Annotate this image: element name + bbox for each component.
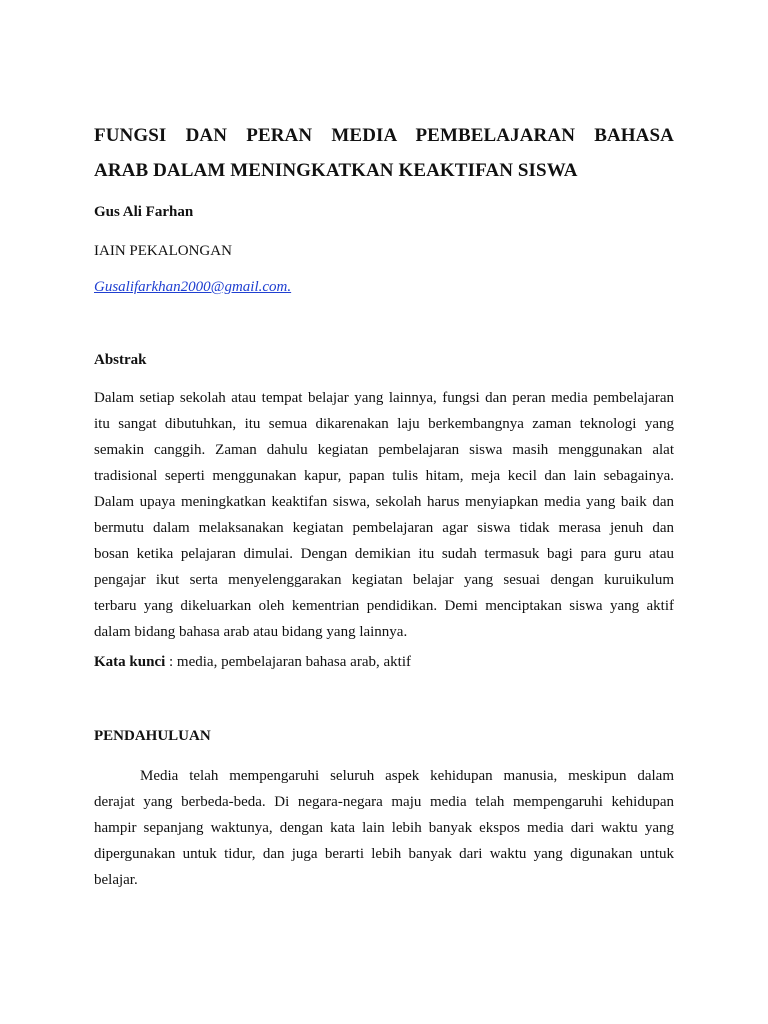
introduction-line: hampir sepanjang waktunya, dengan kata lain lebih banyak ekspos media dari waktu yang bbox=[94, 820, 674, 836]
introduction-line: Media telah mempengaruhi seluruh aspek kehidupan manusia, meskipun dalam bbox=[140, 768, 674, 784]
abstract-line: tradisional seperti menggunakan kapur, papan tulis hitam, meja kecil dan lain sebagainya. bbox=[94, 468, 674, 484]
document-title bbox=[94, 118, 674, 188]
abstract-line: itu sangat dibutuhkan, itu semua dikarenakan laju berkembangnya zaman teknologi yang bbox=[94, 416, 674, 432]
abstract-heading: Abstrak bbox=[94, 352, 147, 368]
introduction-line: dipergunakan untuk tidur, dan juga berarti lebih banyak dari waktu yang digunakan untuk bbox=[94, 846, 674, 862]
author-name: Gus Ali Farhan bbox=[94, 204, 194, 220]
author-email-link[interactable]: Gusalifarkhan2000@gmail.com. bbox=[94, 279, 292, 295]
abstract-line: Dalam upaya meningkatkan keaktifan siswa, sekolah harus menyiapkan media yang baik dan bbox=[94, 494, 674, 510]
title-line: ARAB DALAM MENINGKATKAN KEAKTIFAN SISWA bbox=[94, 160, 578, 181]
keywords-label: Kata kunci bbox=[94, 654, 166, 670]
author-affiliation: IAIN PEKALONGAN bbox=[94, 243, 232, 259]
introduction-body bbox=[94, 763, 674, 893]
introduction-heading: PENDAHULUAN bbox=[94, 728, 211, 744]
abstract-line: pengajar ikut serta menyelenggarakan kegiatan belajar yang sesuai dengan kuruikulum bbox=[94, 572, 674, 588]
abstract-line: Dalam setiap sekolah atau tempat belajar yang lainnya, fungsi dan peran media pembelajaran bbox=[94, 390, 674, 406]
introduction-line: derajat yang berbeda-beda. Di negara-negara maju media telah mempengaruhi kehidupan bbox=[94, 794, 674, 810]
title-line: FUNGSI DAN PERAN MEDIA PEMBELAJARAN BAHASA bbox=[94, 125, 674, 146]
abstract-line: semakin canggih. Zaman dahulu kegiatan pembelajaran siswa masih menggunakan alat bbox=[94, 442, 674, 458]
keywords-value: : media, pembelajaran bahasa arab, aktif bbox=[165, 654, 411, 670]
abstract-body bbox=[94, 385, 674, 645]
keywords bbox=[94, 654, 411, 671]
abstract-line: dalam bidang bahasa arab atau bidang yang lainnya. bbox=[94, 624, 408, 640]
abstract-line: terbaru yang dikeluarkan oleh kementrian pendidikan. Demi menciptakan siswa yang aktif bbox=[94, 598, 674, 614]
introduction-line: belajar. bbox=[94, 872, 138, 888]
abstract-line: bosan ketika pelajaran dimulai. Dengan demikian itu sudah termasuk bagi para guru atau bbox=[94, 546, 674, 562]
abstract-line: bermutu dalam melaksanakan kegiatan pembelajaran agar siswa tidak merasa jenuh dan bbox=[94, 520, 674, 536]
